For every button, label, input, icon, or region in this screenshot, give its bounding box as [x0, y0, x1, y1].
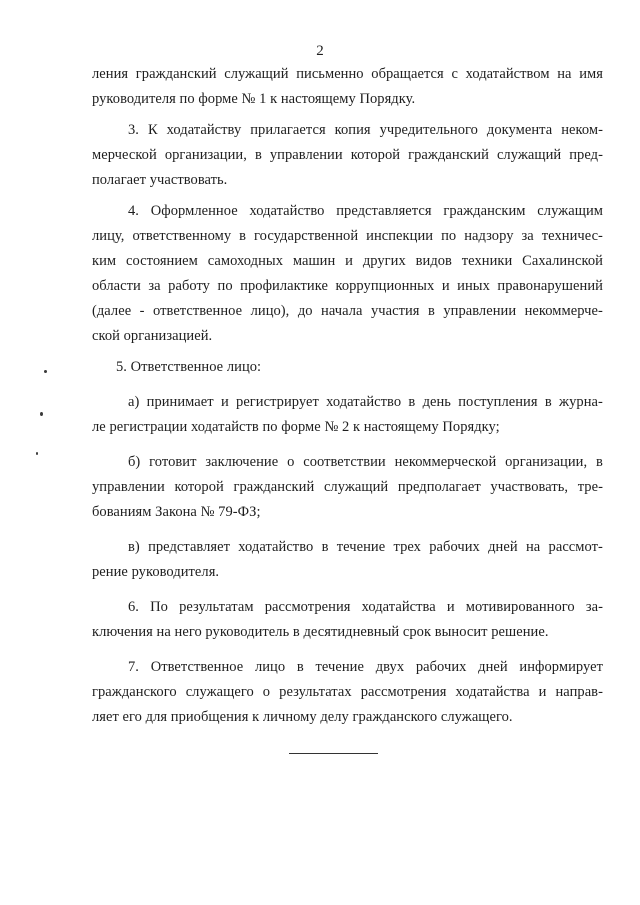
text-line: гражданского служащего о результатах рассмотрения ходатайства и направ-: [92, 684, 603, 700]
scan-speck: [44, 370, 47, 373]
text-line: полагает участвовать.: [92, 172, 228, 188]
document-body: [92, 62, 603, 730]
text-line: ким состоянием самоходных машин и других видов техники Сахалинской: [92, 253, 603, 269]
text-line: рение руководителя.: [92, 564, 220, 580]
text-line: ле регистрации ходатайств по форме № 2 к настоящему Порядку;: [92, 419, 500, 435]
text-line: (далее - ответственное лицо), до начала участия в управлении некоммерче-: [92, 303, 603, 319]
text-line: в) представляет ходатайство в течение трех рабочих дней на рассмот-: [128, 539, 603, 555]
page-number: 2: [316, 43, 324, 59]
text-line: 6. По результатам рассмотрения ходатайства и мотивированного за-: [128, 599, 603, 615]
text-line: 7. Ответственное лицо в течение двух рабочих дней информирует: [128, 659, 603, 675]
text-line: б) готовит заключение о соответствии некоммерческой организации, в: [128, 454, 603, 470]
text-line: управлении которой гражданский служащий предполагает участвовать, тре-: [92, 479, 603, 495]
scan-speck: [40, 412, 43, 416]
text-line: лицу, ответственному в государственной инспекции по надзору за техничес-: [92, 228, 603, 244]
text-line: ления гражданский служащий письменно обращается с ходатайством на имя: [92, 66, 603, 82]
text-line: 4. Оформленное ходатайство представляется гражданским служащим: [128, 203, 603, 219]
text-line: 3. К ходатайству прилагается копия учредительного документа неком-: [128, 122, 603, 138]
text-line: руководителя по форме № 1 к настоящему Порядку.: [92, 91, 416, 107]
text-line: ляет его для приобщения к личному делу гражданского служащего.: [92, 709, 513, 725]
text-line: ключения на него руководитель в десятидневный срок выносит решение.: [92, 624, 549, 640]
text-line: мерческой организации, в управлении которой гражданский служащий пред-: [92, 147, 603, 163]
text-line: 5. Ответственное лицо:: [116, 359, 262, 375]
text-line: бованиям Закона № 79-ФЗ;: [92, 504, 261, 520]
scan-speck: [36, 452, 38, 455]
text-line: а) принимает и регистрирует ходатайство в день поступления в журна-: [128, 394, 603, 410]
text-line: ской организацией.: [92, 328, 213, 344]
text-line: области за работу по профилактике коррупционных и иных правонарушений: [92, 278, 603, 294]
footer-rule: [289, 753, 378, 754]
